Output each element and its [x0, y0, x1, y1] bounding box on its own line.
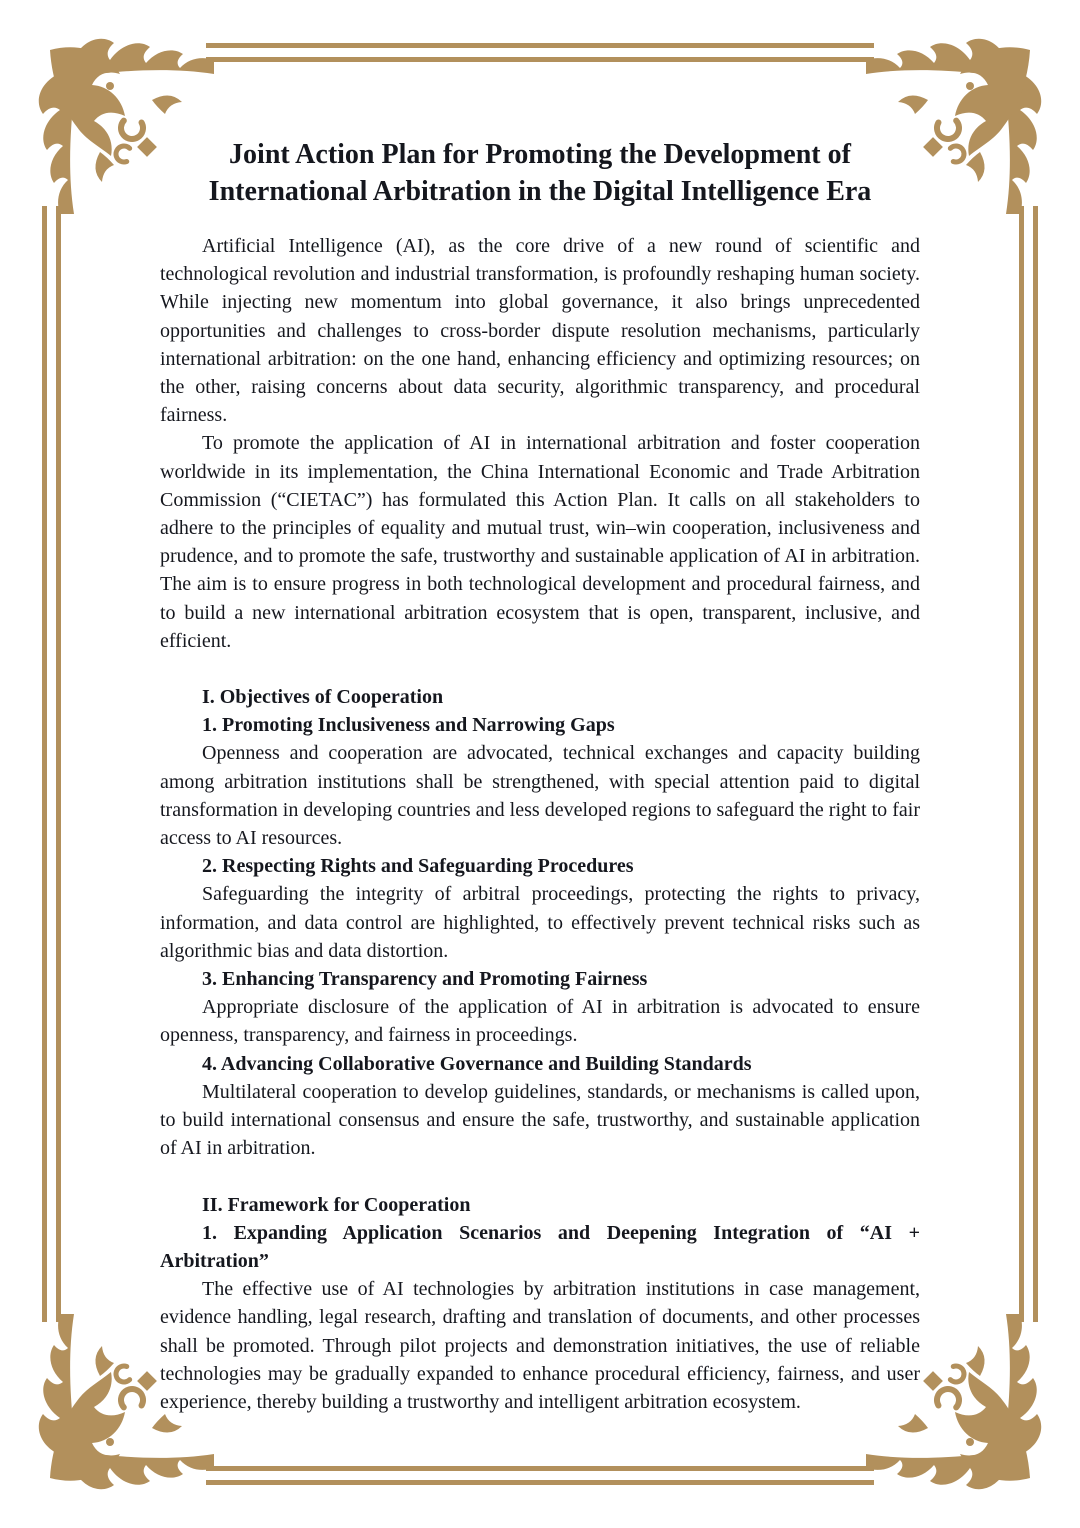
- heading-enhancing-transparency: 3. Enhancing Transparency and Promoting Fairness: [202, 968, 648, 991]
- paragraph-enhancing-transparency: Appropriate disclosure of the application of AI in arbitration is advocated to ensure openness, transparency, and fairness in proceedings.: [160, 996, 920, 1047]
- heading-promoting-inclusiveness: 1. Promoting Inclusiveness and Narrowing Gaps: [202, 714, 615, 737]
- border-line-left-outer: [42, 206, 47, 1322]
- border-line-right-inner: [1019, 206, 1024, 1322]
- heading-framework-for-cooperation: II. Framework for Cooperation: [202, 1193, 471, 1216]
- document-title: [160, 136, 920, 210]
- border-line-top-outer: [206, 43, 874, 48]
- heading-objectives-of-cooperation: I. Objectives of Cooperation: [202, 686, 444, 709]
- document-title-line-2: International Arbitration in the Digital Intelligence Era: [208, 176, 872, 207]
- document-content: [160, 136, 920, 1416]
- paragraph-expanding-application: The effective use of AI technologies by arbitration institutions in case management, evidence handling, legal research, drafting and translation of documents, and other processes shall be promoted. Through pilot projects and demonstration initiatives, the use of reliable technologies may be gradually expanded to enhance procedural efficiency, fairness, and user experience, thereby building a trustworthy and intelligent arbitration ecosystem.: [160, 1278, 920, 1413]
- heading-respecting-rights: 2. Respecting Rights and Safeguarding Procedures: [202, 855, 634, 878]
- border-line-left-inner: [56, 206, 61, 1322]
- paragraph-respecting-rights: Safeguarding the integrity of arbitral proceedings, protecting the rights to privacy, information, and data control are highlighted, to effectively prevent technical risks such as algorithmic bias and data distortion.: [160, 883, 920, 962]
- heading-expanding-application: 1. Expanding Application Scenarios and Deepening Integration of “AI + Arbitration”: [160, 1221, 920, 1272]
- paragraph-promoting-inclusiveness: Openness and cooperation are advocated, technical exchanges and capacity building among arbitration institutions shall be strengthened, with special attention paid to digital transformation in developing countries and less developed regions to safeguard the right to fair access to AI resources.: [160, 742, 920, 850]
- heading-advancing-governance: 4. Advancing Collaborative Governance and Building Standards: [202, 1052, 752, 1075]
- paragraph-advancing-governance: Multilateral cooperation to develop guidelines, standards, or mechanisms is called upon, to build international consensus and ensure the safe, trustworthy, and sustainable application of AI in arbitration.: [160, 1080, 920, 1160]
- border-line-right-outer: [1033, 206, 1038, 1322]
- border-line-bottom-inner: [206, 1466, 874, 1471]
- document-title-line-1: Joint Action Plan for Promoting the Development of: [229, 139, 851, 170]
- paragraph-intro-ai-impact: Artificial Intelligence (AI), as the core drive of a new round of scientific and technological revolution and industrial transformation, is profoundly reshaping human society. While injecting new momentum into global governance, it also brings unprecedented opportunities and challenges to cross-border dispute resolution mechanisms, particularly international arbitration: on the one hand, enhancing efficiency and optimizing resources; on the other, raising concerns about data security, algorithmic transparency, and procedural fairness.: [160, 235, 920, 427]
- paragraph-intro-action-plan: To promote the application of AI in international arbitration and foster cooperation worldwide in its implementation, the China International Economic and Trade Arbitration Commission (“CIETAC”) has formulated this Action Plan. It calls on all stakeholders to adhere to the principles of equality and mutual trust, win–win cooperation, inclusiveness and prudence, and to promote the safe, trustworthy and sustainable application of AI in arbitration. The aim is to ensure progress in both technological development and procedural fairness, and to build a new international arbitration ecosystem that is open, transparent, inclusive, and efficient.: [160, 432, 920, 652]
- border-line-top-inner: [206, 57, 874, 62]
- border-line-bottom-outer: [206, 1480, 874, 1485]
